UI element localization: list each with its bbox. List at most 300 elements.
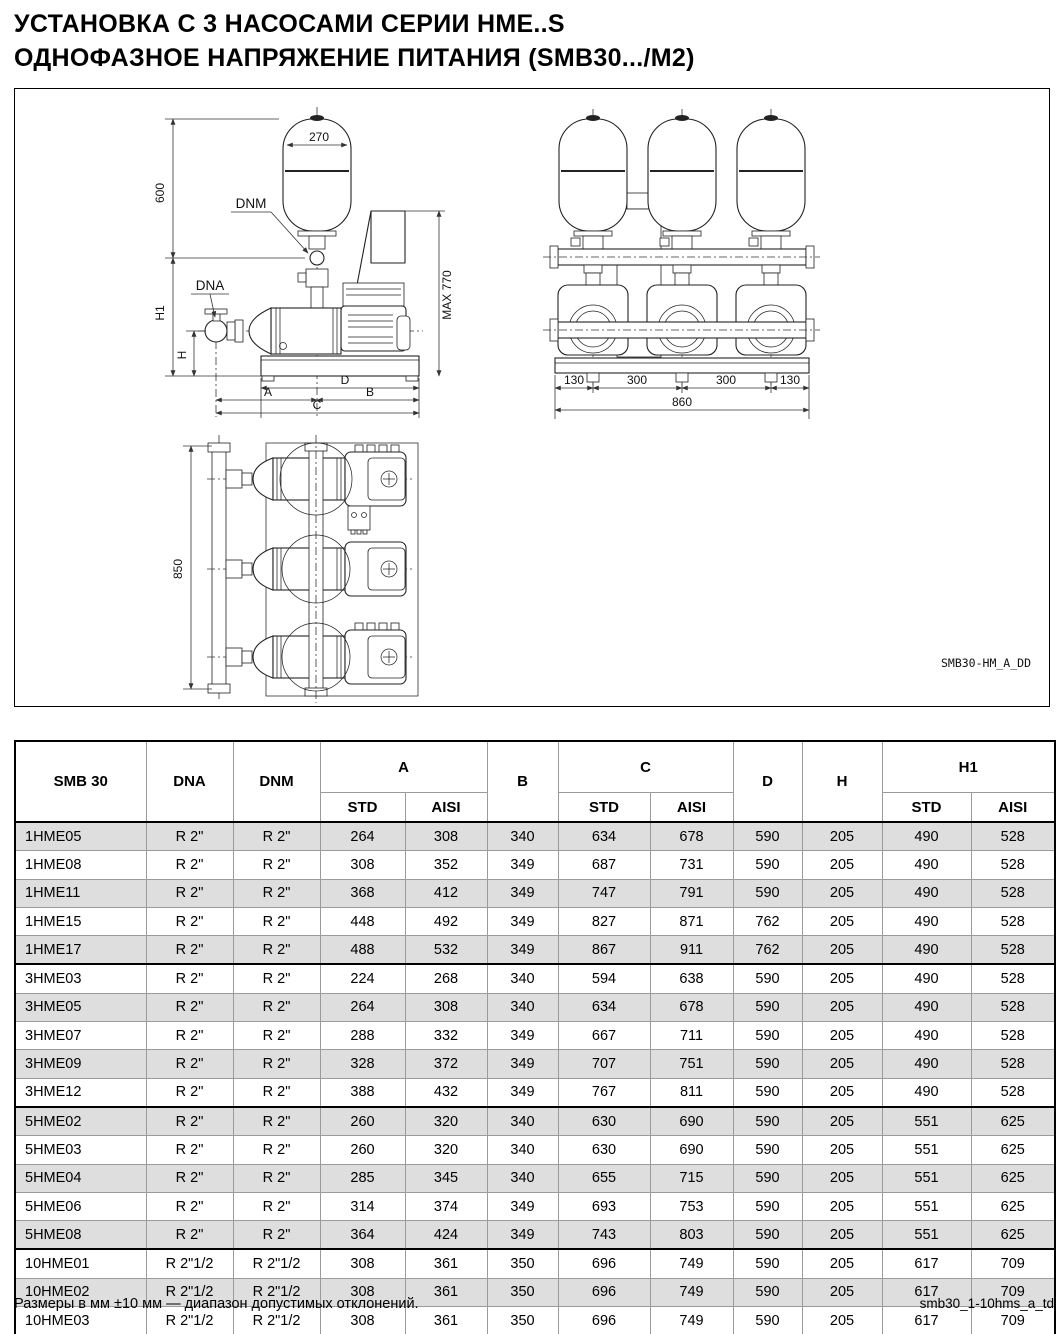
dnm-cell: R 2" xyxy=(233,1107,320,1136)
h1_std-cell: 490 xyxy=(882,1050,971,1078)
table-row xyxy=(15,1192,1055,1220)
dna-cell: R 2" xyxy=(146,1050,233,1078)
doc-code: smb30_1-10hms_a_td xyxy=(919,1296,1054,1311)
h-label: H xyxy=(175,350,189,360)
a_aisi-cell: 532 xyxy=(405,936,487,965)
model-cell: 3HME05 xyxy=(15,993,146,1021)
h1_std-cell: 617 xyxy=(882,1249,971,1278)
dim-b-label: B xyxy=(365,385,375,399)
c_aisi-cell: 791 xyxy=(650,879,733,907)
dna-cell: R 2" xyxy=(146,851,233,879)
model-cell: 1HME11 xyxy=(15,879,146,907)
h1_std-cell: 490 xyxy=(882,964,971,993)
c_std-cell: 743 xyxy=(558,1221,650,1250)
table-row xyxy=(15,907,1055,935)
subheader-a-aisi: AISI xyxy=(405,793,487,823)
c_std-cell: 594 xyxy=(558,964,650,993)
h-cell: 205 xyxy=(802,907,882,935)
table-row xyxy=(15,964,1055,993)
b-cell: 340 xyxy=(487,822,558,851)
table-row xyxy=(15,1136,1055,1164)
dnm-cell: R 2"1/2 xyxy=(233,1307,320,1334)
h1_std-cell: 551 xyxy=(882,1107,971,1136)
h-cell: 205 xyxy=(802,1307,882,1334)
a_aisi-cell: 320 xyxy=(405,1136,487,1164)
h-cell: 205 xyxy=(802,1107,882,1136)
dnm-cell: R 2" xyxy=(233,822,320,851)
dimensions-table xyxy=(14,740,1056,1334)
d-cell: 590 xyxy=(733,1221,802,1250)
h1_aisi-cell: 709 xyxy=(971,1307,1055,1334)
motor-body xyxy=(341,306,406,351)
table-row xyxy=(15,1221,1055,1250)
d-cell: 762 xyxy=(733,936,802,965)
front-dim-300-right: 300 xyxy=(715,373,737,387)
dna-cell: R 2" xyxy=(146,1078,233,1107)
b-cell: 349 xyxy=(487,907,558,935)
a_aisi-cell: 424 xyxy=(405,1221,487,1250)
c_std-cell: 696 xyxy=(558,1249,650,1278)
c_aisi-cell: 749 xyxy=(650,1278,733,1306)
subheader-a-std: STD xyxy=(320,793,405,823)
table-row xyxy=(15,1164,1055,1192)
model-cell: 5HME04 xyxy=(15,1164,146,1192)
d-cell: 590 xyxy=(733,993,802,1021)
table-row xyxy=(15,1249,1055,1278)
c_std-cell: 655 xyxy=(558,1164,650,1192)
dna-cell: R 2" xyxy=(146,1022,233,1050)
h1_aisi-cell: 528 xyxy=(971,1022,1055,1050)
a_aisi-cell: 332 xyxy=(405,1022,487,1050)
d-cell: 590 xyxy=(733,851,802,879)
col-header-dna: DNA xyxy=(146,741,233,822)
a_std-cell: 264 xyxy=(320,993,405,1021)
c_aisi-cell: 753 xyxy=(650,1192,733,1220)
h1_aisi-cell: 528 xyxy=(971,822,1055,851)
d-cell: 590 xyxy=(733,1164,802,1192)
h1_std-cell: 490 xyxy=(882,822,971,851)
col-header-a: A xyxy=(320,741,487,793)
b-cell: 349 xyxy=(487,851,558,879)
table-row xyxy=(15,1078,1055,1107)
h1_aisi-cell: 528 xyxy=(971,1050,1055,1078)
d-cell: 590 xyxy=(733,822,802,851)
a_aisi-cell: 361 xyxy=(405,1307,487,1334)
h-cell: 205 xyxy=(802,964,882,993)
table-row xyxy=(15,993,1055,1021)
d-cell: 762 xyxy=(733,907,802,935)
h1_std-cell: 490 xyxy=(882,936,971,965)
a_std-cell: 328 xyxy=(320,1050,405,1078)
c_std-cell: 696 xyxy=(558,1307,650,1334)
front-pump-units xyxy=(558,285,806,355)
drawing-code: SMB30-HM_A_DD xyxy=(940,656,1031,670)
c_std-cell: 693 xyxy=(558,1192,650,1220)
dimensions-table-wrap xyxy=(14,740,1056,1334)
h1_aisi-cell: 528 xyxy=(971,879,1055,907)
b-cell: 349 xyxy=(487,936,558,965)
d-cell: 590 xyxy=(733,1192,802,1220)
h1_aisi-cell: 625 xyxy=(971,1192,1055,1220)
dna-cell: R 2" xyxy=(146,993,233,1021)
dna-cell: R 2" xyxy=(146,936,233,965)
dnm-cell: R 2" xyxy=(233,1050,320,1078)
c_std-cell: 630 xyxy=(558,1136,650,1164)
model-cell: 5HME02 xyxy=(15,1107,146,1136)
top-view xyxy=(171,435,418,703)
h1_aisi-cell: 528 xyxy=(971,993,1055,1021)
suction-manifold xyxy=(543,319,820,341)
a_aisi-cell: 352 xyxy=(405,851,487,879)
c_aisi-cell: 871 xyxy=(650,907,733,935)
h-cell: 205 xyxy=(802,1192,882,1220)
c_std-cell: 667 xyxy=(558,1022,650,1050)
side-pump-unit xyxy=(249,283,410,354)
c_std-cell: 747 xyxy=(558,879,650,907)
h1_std-cell: 617 xyxy=(882,1307,971,1334)
h-cell: 205 xyxy=(802,879,882,907)
h1_std-cell: 490 xyxy=(882,879,971,907)
table-row xyxy=(15,936,1055,965)
h-cell: 205 xyxy=(802,851,882,879)
dna-label: DNA xyxy=(195,278,225,293)
h1-label: H1 xyxy=(153,305,167,321)
col-header-model: SMB 30 xyxy=(15,741,146,822)
col-header-b: B xyxy=(487,741,558,822)
a_std-cell: 264 xyxy=(320,822,405,851)
b-cell: 349 xyxy=(487,1221,558,1250)
a_aisi-cell: 361 xyxy=(405,1249,487,1278)
a_aisi-cell: 345 xyxy=(405,1164,487,1192)
model-cell: 3HME07 xyxy=(15,1022,146,1050)
b-cell: 350 xyxy=(487,1249,558,1278)
dim-c-label: C xyxy=(312,398,322,412)
dna-cell: R 2"1/2 xyxy=(146,1307,233,1334)
c_aisi-cell: 638 xyxy=(650,964,733,993)
side-pressure-tank xyxy=(283,115,351,236)
col-header-dnm: DNM xyxy=(233,741,320,822)
dnm-cell: R 2" xyxy=(233,1022,320,1050)
a_std-cell: 308 xyxy=(320,1307,405,1334)
check-valve xyxy=(306,269,328,287)
top-junction-box xyxy=(348,506,370,534)
b-cell: 340 xyxy=(487,993,558,1021)
b-cell: 349 xyxy=(487,879,558,907)
dnm-cell: R 2" xyxy=(233,1221,320,1250)
b-cell: 349 xyxy=(487,1078,558,1107)
c_std-cell: 687 xyxy=(558,851,650,879)
c_aisi-cell: 811 xyxy=(650,1078,733,1107)
h1_aisi-cell: 528 xyxy=(971,851,1055,879)
c_std-cell: 696 xyxy=(558,1278,650,1306)
h1_std-cell: 617 xyxy=(882,1278,971,1306)
fan-cover xyxy=(397,316,410,350)
dna-cell: R 2" xyxy=(146,879,233,907)
c_std-cell: 707 xyxy=(558,1050,650,1078)
dim-h xyxy=(175,331,206,376)
h1_aisi-cell: 528 xyxy=(971,936,1055,965)
col-header-h1: H1 xyxy=(882,741,1055,793)
dnm-cell: R 2" xyxy=(233,1136,320,1164)
dnm-cell: R 2" xyxy=(233,907,320,935)
d-cell: 590 xyxy=(733,1050,802,1078)
a_std-cell: 260 xyxy=(320,1136,405,1164)
h1_std-cell: 551 xyxy=(882,1192,971,1220)
d-cell: 590 xyxy=(733,879,802,907)
model-cell: 10HME03 xyxy=(15,1307,146,1334)
h1_std-cell: 551 xyxy=(882,1164,971,1192)
h1_std-cell: 490 xyxy=(882,1078,971,1107)
c_aisi-cell: 715 xyxy=(650,1164,733,1192)
h1_aisi-cell: 528 xyxy=(971,1078,1055,1107)
dna-cell: R 2" xyxy=(146,1192,233,1220)
d-cell: 590 xyxy=(733,1022,802,1050)
dna-cell: R 2" xyxy=(146,1221,233,1250)
dim-850 xyxy=(171,446,212,689)
d-cell: 590 xyxy=(733,1078,802,1107)
front-pressure-tanks xyxy=(559,115,805,250)
b-cell: 349 xyxy=(487,1022,558,1050)
dim-d-label: D xyxy=(340,373,350,387)
h1_std-cell: 490 xyxy=(882,993,971,1021)
c_aisi-cell: 678 xyxy=(650,993,733,1021)
dnm-cell: R 2"1/2 xyxy=(233,1278,320,1306)
h-cell: 205 xyxy=(802,1221,882,1250)
h-cell: 205 xyxy=(802,1278,882,1306)
front-dim-130-left: 130 xyxy=(563,373,585,387)
d-cell: 590 xyxy=(733,1278,802,1306)
dnm-cell: R 2" xyxy=(233,851,320,879)
inverter-cover xyxy=(357,211,405,285)
table-row xyxy=(15,879,1055,907)
table-row xyxy=(15,822,1055,851)
inlet-valve-assembly xyxy=(205,309,243,342)
model-cell: 10HME01 xyxy=(15,1249,146,1278)
b-cell: 340 xyxy=(487,1107,558,1136)
dna-cell: R 2"1/2 xyxy=(146,1249,233,1278)
c_aisi-cell: 803 xyxy=(650,1221,733,1250)
table-row xyxy=(15,1107,1055,1136)
dna-cell: R 2"1/2 xyxy=(146,1278,233,1306)
dnm-cell: R 2" xyxy=(233,964,320,993)
side-view xyxy=(153,107,454,418)
a_aisi-cell: 412 xyxy=(405,879,487,907)
dnm-cell: R 2" xyxy=(233,1078,320,1107)
front-dim-860: 860 xyxy=(671,395,693,409)
c_aisi-cell: 751 xyxy=(650,1050,733,1078)
table-row xyxy=(15,851,1055,879)
model-cell: 10HME02 xyxy=(15,1278,146,1306)
max-height-label: MAX 770 xyxy=(440,270,454,320)
c_std-cell: 634 xyxy=(558,993,650,1021)
model-cell: 3HME12 xyxy=(15,1078,146,1107)
dna-cell: R 2" xyxy=(146,1136,233,1164)
c_aisi-cell: 749 xyxy=(650,1307,733,1334)
front-view xyxy=(543,109,820,419)
dnm-cell: R 2" xyxy=(233,879,320,907)
model-cell: 1HME15 xyxy=(15,907,146,935)
h-cell: 205 xyxy=(802,1136,882,1164)
a_std-cell: 285 xyxy=(320,1164,405,1192)
h1_aisi-cell: 625 xyxy=(971,1164,1055,1192)
suction-dome xyxy=(249,308,271,354)
col-header-h: H xyxy=(802,741,882,822)
dimensions-note: Размеры в мм ±10 мм — диапазон допустимых отклонений. xyxy=(14,1296,419,1312)
model-cell: 3HME09 xyxy=(15,1050,146,1078)
d-cell: 590 xyxy=(733,1307,802,1334)
b-cell: 340 xyxy=(487,1136,558,1164)
table-body xyxy=(15,822,1055,1334)
a_aisi-cell: 361 xyxy=(405,1278,487,1306)
a_std-cell: 448 xyxy=(320,907,405,935)
model-cell: 1HME08 xyxy=(15,851,146,879)
a_std-cell: 368 xyxy=(320,879,405,907)
page-title xyxy=(14,8,695,75)
b-cell: 349 xyxy=(487,1050,558,1078)
h1_aisi-cell: 709 xyxy=(971,1249,1055,1278)
c_aisi-cell: 690 xyxy=(650,1107,733,1136)
b-cell: 349 xyxy=(487,1192,558,1220)
front-dim-300-left: 300 xyxy=(626,373,648,387)
model-cell: 1HME05 xyxy=(15,822,146,851)
h1_aisi-cell: 709 xyxy=(971,1278,1055,1306)
h-cell: 205 xyxy=(802,822,882,851)
h1_std-cell: 551 xyxy=(882,1221,971,1250)
delivery-manifold xyxy=(543,246,820,285)
c_std-cell: 634 xyxy=(558,822,650,851)
b-cell: 350 xyxy=(487,1307,558,1334)
a_aisi-cell: 432 xyxy=(405,1078,487,1107)
a_aisi-cell: 374 xyxy=(405,1192,487,1220)
model-cell: 5HME03 xyxy=(15,1136,146,1164)
model-cell: 3HME03 xyxy=(15,964,146,993)
ball-valve xyxy=(205,320,227,342)
h-cell: 205 xyxy=(802,1050,882,1078)
table-row xyxy=(15,1050,1055,1078)
dim-dabc xyxy=(216,373,419,418)
table-row xyxy=(15,1022,1055,1050)
dnm-cell: R 2" xyxy=(233,936,320,965)
subheader-c-aisi: AISI xyxy=(650,793,733,823)
d-cell: 590 xyxy=(733,1136,802,1164)
h-cell: 205 xyxy=(802,1249,882,1278)
h1_std-cell: 490 xyxy=(882,907,971,935)
c_aisi-cell: 690 xyxy=(650,1136,733,1164)
a_aisi-cell: 492 xyxy=(405,907,487,935)
model-cell: 5HME08 xyxy=(15,1221,146,1250)
a_std-cell: 308 xyxy=(320,851,405,879)
col-header-c: C xyxy=(558,741,733,793)
h-cell: 205 xyxy=(802,1078,882,1107)
c_std-cell: 827 xyxy=(558,907,650,935)
h-cell: 205 xyxy=(802,1022,882,1050)
c_aisi-cell: 731 xyxy=(650,851,733,879)
dnm-cell: R 2" xyxy=(233,993,320,1021)
col-header-d: D xyxy=(733,741,802,822)
a_std-cell: 308 xyxy=(320,1249,405,1278)
c_std-cell: 767 xyxy=(558,1078,650,1107)
a_std-cell: 288 xyxy=(320,1022,405,1050)
c_aisi-cell: 749 xyxy=(650,1249,733,1278)
dna-cell: R 2" xyxy=(146,822,233,851)
table-header xyxy=(15,741,1055,822)
dim-a-label: A xyxy=(263,385,273,399)
dnm-cell: R 2"1/2 xyxy=(233,1249,320,1278)
h1_std-cell: 551 xyxy=(882,1136,971,1164)
c_std-cell: 630 xyxy=(558,1107,650,1136)
h-cell: 205 xyxy=(802,936,882,965)
h-cell: 205 xyxy=(802,993,882,1021)
a_std-cell: 224 xyxy=(320,964,405,993)
b-cell: 340 xyxy=(487,964,558,993)
dna-cell: R 2" xyxy=(146,1107,233,1136)
d-cell: 590 xyxy=(733,1249,802,1278)
dnm-cell: R 2" xyxy=(233,1164,320,1192)
c_aisi-cell: 711 xyxy=(650,1022,733,1050)
subheader-h1-std: STD xyxy=(882,793,971,823)
c_aisi-cell: 678 xyxy=(650,822,733,851)
b-cell: 340 xyxy=(487,1164,558,1192)
c_aisi-cell: 911 xyxy=(650,936,733,965)
dna-cell: R 2" xyxy=(146,907,233,935)
h1_std-cell: 490 xyxy=(882,851,971,879)
h1_aisi-cell: 625 xyxy=(971,1136,1055,1164)
page-footer xyxy=(14,1296,1054,1312)
motor-terminal-box xyxy=(343,283,404,306)
a_std-cell: 260 xyxy=(320,1107,405,1136)
h1_aisi-cell: 625 xyxy=(971,1107,1055,1136)
dim-max-770 xyxy=(405,211,454,376)
dnm-label: DNM xyxy=(235,196,267,211)
dim-h1 xyxy=(153,258,261,376)
top-depth-label: 850 xyxy=(171,558,185,580)
b-cell: 350 xyxy=(487,1278,558,1306)
dnm-cell: R 2" xyxy=(233,1192,320,1220)
dna-cell: R 2" xyxy=(146,964,233,993)
front-dim-130-right: 130 xyxy=(779,373,801,387)
a_aisi-cell: 308 xyxy=(405,993,487,1021)
h1_aisi-cell: 528 xyxy=(971,907,1055,935)
h1_aisi-cell: 528 xyxy=(971,964,1055,993)
a_std-cell: 314 xyxy=(320,1192,405,1220)
dna-cell: R 2" xyxy=(146,1164,233,1192)
page-title-line2: ОДНОФАЗНОЕ НАПРЯЖЕНИЕ ПИТАНИЯ (SMB30.../M2) xyxy=(14,43,695,72)
a_aisi-cell: 320 xyxy=(405,1107,487,1136)
d-cell: 590 xyxy=(733,1107,802,1136)
pressure-gauge xyxy=(310,251,324,265)
dim-600 xyxy=(153,119,305,258)
tank-height-label: 600 xyxy=(153,182,167,204)
tank-diameter-label: 270 xyxy=(308,130,330,144)
h-cell: 205 xyxy=(802,1164,882,1192)
subheader-c-std: STD xyxy=(558,793,650,823)
h1_std-cell: 490 xyxy=(882,1022,971,1050)
technical-drawing-box xyxy=(14,88,1050,707)
a_aisi-cell: 308 xyxy=(405,822,487,851)
page-title-line1: УСТАНОВКА С 3 НАСОСАМИ СЕРИИ HME..S xyxy=(14,10,565,38)
h1_aisi-cell: 625 xyxy=(971,1221,1055,1250)
subheader-h1-aisi: AISI xyxy=(971,793,1055,823)
model-cell: 1HME17 xyxy=(15,936,146,965)
d-cell: 590 xyxy=(733,964,802,993)
a_std-cell: 388 xyxy=(320,1078,405,1107)
pump-assembly-drawing xyxy=(15,89,1048,705)
model-cell: 5HME06 xyxy=(15,1192,146,1220)
pump-cylinder xyxy=(271,308,341,354)
a_aisi-cell: 268 xyxy=(405,964,487,993)
front-base-frame xyxy=(555,358,809,382)
a_std-cell: 488 xyxy=(320,936,405,965)
